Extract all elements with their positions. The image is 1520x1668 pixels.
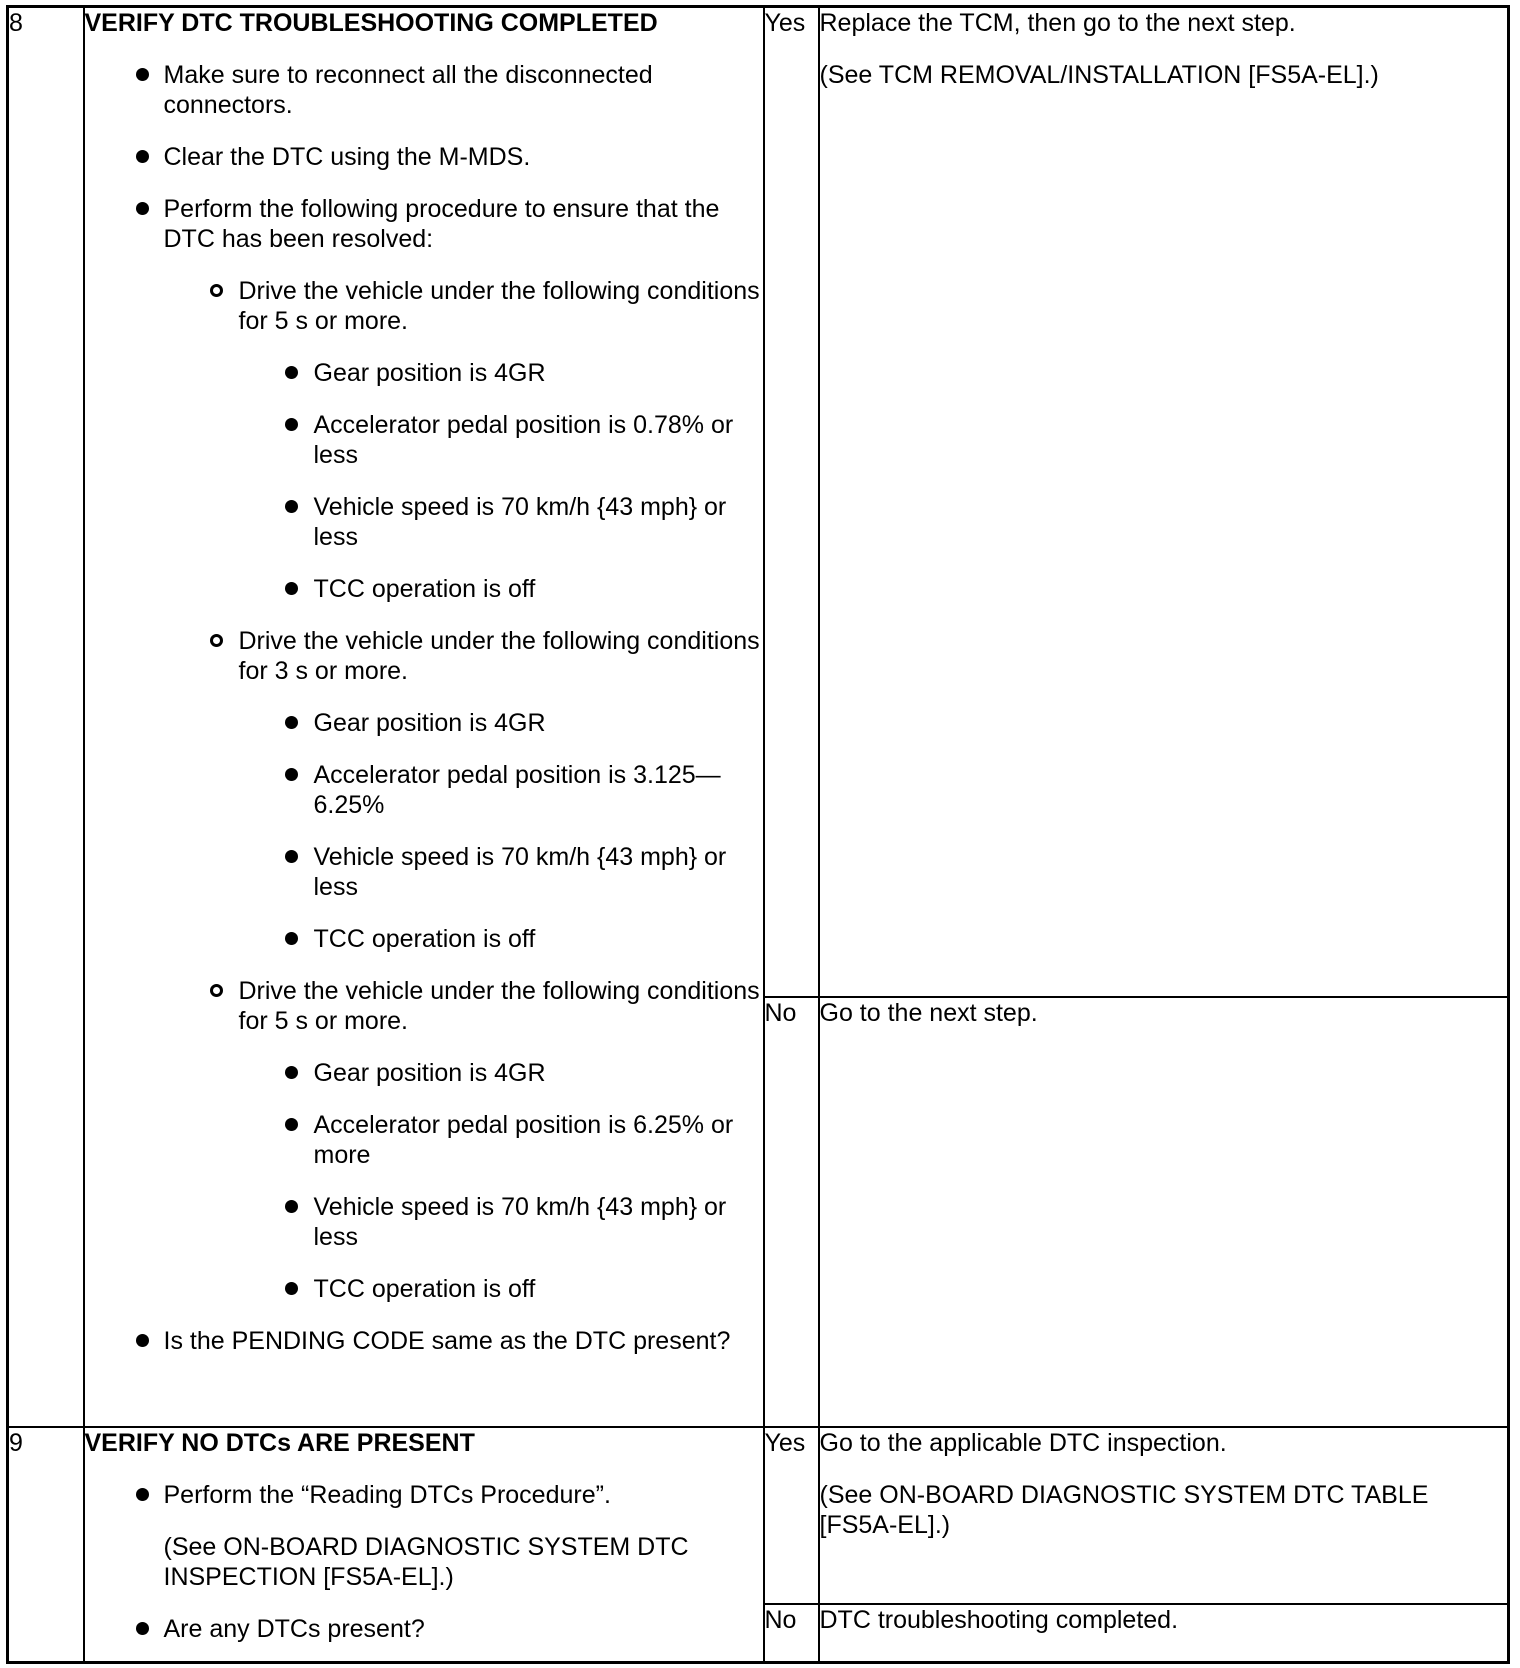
bullet-dot-icon — [285, 768, 298, 781]
condition-detail: TCC operation is off — [85, 574, 763, 604]
condition-item: Drive the vehicle under the following conditions for 3 s or more. — [85, 626, 763, 686]
yes-label: Yes — [764, 7, 819, 997]
step-title: VERIFY NO DTCs ARE PRESENT — [84, 1428, 475, 1457]
bullet-item: Perform the “Reading DTCs Procedure”. — [85, 1480, 763, 1510]
action-text: Go to the next step. — [819, 998, 1038, 1027]
yes-action — [819, 1427, 1509, 1604]
condition-detail: Gear position is 4GR — [85, 1058, 763, 1088]
bullet-dot-icon — [136, 150, 149, 163]
question-item: Are any DTCs present? — [85, 1614, 763, 1644]
bullet-dot-icon — [285, 418, 298, 431]
bullet-dot-icon — [136, 202, 149, 215]
step-number: 9 — [8, 1427, 84, 1663]
action-text: Replace the TCM, then go to the next step. — [819, 9, 1296, 37]
step-title: VERIFY DTC TROUBLESHOOTING COMPLETED — [84, 9, 658, 37]
step-8-yes-row — [8, 7, 1509, 997]
bullet-dot-icon — [285, 716, 298, 729]
condition-detail: Gear position is 4GR — [85, 358, 763, 388]
bullet-dot-icon — [285, 1066, 298, 1079]
no-action — [819, 997, 1509, 1427]
step-9-yes-row — [8, 1427, 1509, 1604]
bullet-dot-icon — [285, 1282, 298, 1295]
bullet-dot-icon — [285, 582, 298, 595]
step-8-procedure — [84, 7, 764, 1427]
bullet-circle-icon — [210, 634, 223, 647]
condition-detail: Vehicle speed is 70 km/h {43 mph} or less — [85, 492, 763, 552]
condition-item: Drive the vehicle under the following conditions for 5 s or more. — [85, 976, 763, 1036]
bullet-item: Clear the DTC using the M-MDS. — [85, 142, 763, 172]
bullet-circle-icon — [210, 284, 223, 297]
bullet-circle-icon — [210, 984, 223, 997]
bullet-dot-icon — [285, 932, 298, 945]
diagnostic-procedure-table — [6, 5, 1510, 1664]
condition-detail: Accelerator pedal position is 3.125—6.25% — [85, 760, 763, 820]
condition-detail: Accelerator pedal position is 6.25% or more — [85, 1110, 763, 1170]
no-label: No — [764, 1604, 819, 1663]
no-label: No — [764, 997, 819, 1427]
condition-detail: TCC operation is off — [85, 1274, 763, 1304]
bullet-dot-icon — [285, 366, 298, 379]
reference-text: (See TCM REMOVAL/INSTALLATION [FS5A-EL].) — [819, 61, 1379, 89]
bullet-item: Perform the following procedure to ensure that the DTC has been resolved: — [85, 194, 763, 254]
question-item: Is the PENDING CODE same as the DTC present? — [85, 1326, 763, 1356]
bullet-dot-icon — [136, 1334, 149, 1347]
condition-item: Drive the vehicle under the following conditions for 5 s or more. — [85, 276, 763, 336]
condition-detail: Gear position is 4GR — [85, 708, 763, 738]
step-number: 8 — [8, 7, 84, 1427]
yes-label: Yes — [764, 1427, 819, 1604]
step-9-procedure — [84, 1427, 764, 1663]
condition-detail: Accelerator pedal position is 0.78% or less — [85, 410, 763, 470]
condition-detail: Vehicle speed is 70 km/h {43 mph} or less — [85, 1192, 763, 1252]
no-action — [819, 1604, 1509, 1663]
bullet-dot-icon — [285, 1200, 298, 1213]
bullet-dot-icon — [136, 1622, 149, 1635]
bullet-dot-icon — [136, 68, 149, 81]
yes-action — [819, 7, 1509, 997]
condition-detail: TCC operation is off — [85, 924, 763, 954]
action-text: DTC troubleshooting completed. — [819, 1605, 1179, 1634]
action-text: Go to the applicable DTC inspection. — [819, 1428, 1227, 1457]
bullet-dot-icon — [285, 500, 298, 513]
bullet-item: Make sure to reconnect all the disconnected connectors. — [85, 60, 763, 120]
reference-text: (See ON-BOARD DIAGNOSTIC SYSTEM DTC INSPECTION [FS5A-EL].) — [163, 1532, 689, 1591]
bullet-dot-icon — [285, 850, 298, 863]
bullet-dot-icon — [285, 1118, 298, 1131]
bullet-dot-icon — [136, 1488, 149, 1501]
reference-text: (See ON-BOARD DIAGNOSTIC SYSTEM DTC TABLE [FS5A-EL].) — [819, 1480, 1429, 1539]
condition-detail: Vehicle speed is 70 km/h {43 mph} or less — [85, 842, 763, 902]
